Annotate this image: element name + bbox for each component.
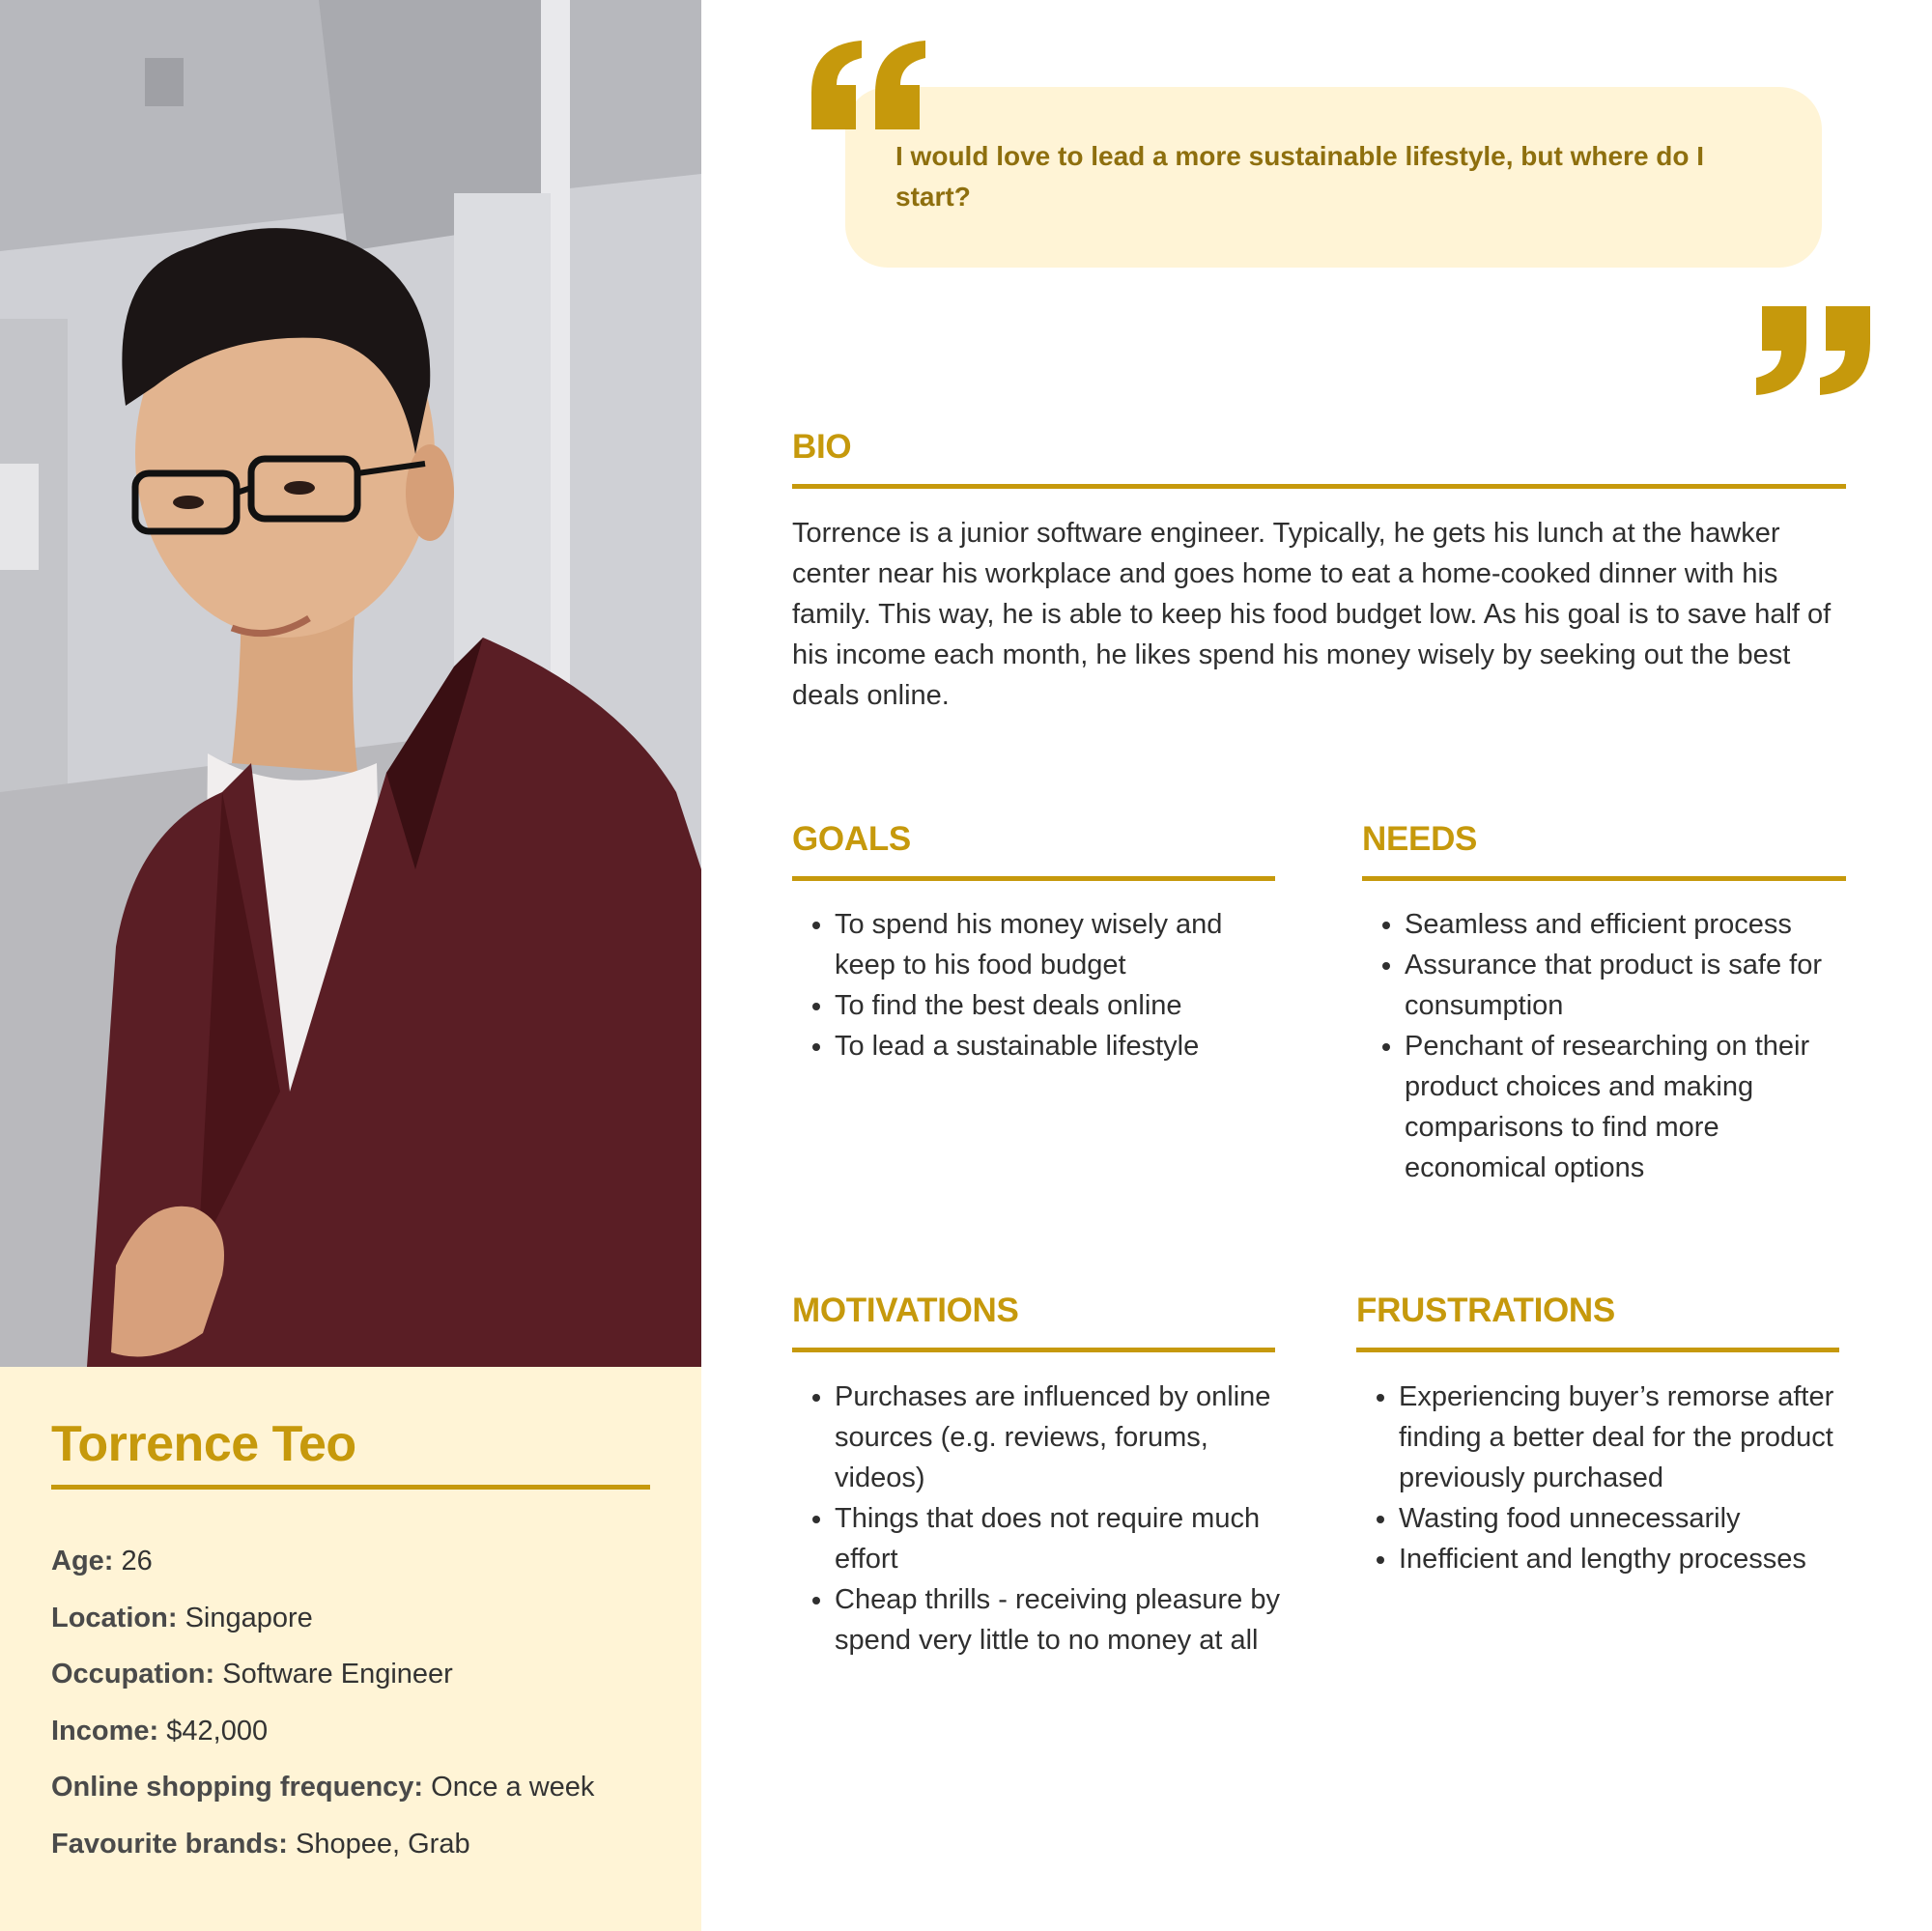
frustrations-divider (1356, 1348, 1839, 1352)
motivations-heading: MOTIVATIONS (792, 1292, 1019, 1329)
fact-occupation (51, 1655, 594, 1712)
fact-location (51, 1599, 594, 1656)
bio-text: Torrence is a junior software engineer. Typically, he gets his lunch at the hawker center near his workplace and goes home to eat a home-cooked dinner with his family. This way, he is able to keep his food budget low. As his goal is to save half of his income each month, he likes spend his money wisely by seeking out the best deals online. (792, 518, 1832, 711)
motivations-divider (792, 1348, 1275, 1352)
list-item: • To find the best deals online (835, 985, 1289, 1026)
goals-list (792, 904, 1289, 1066)
goals-heading: GOALS (792, 820, 911, 858)
fact-label: Favourite brands: (51, 1828, 288, 1860)
fact-label: Online shopping frequency: (51, 1772, 424, 1803)
list-item: • Purchases are influenced by online sources (e.g. reviews, forums, videos) (835, 1377, 1289, 1498)
needs-list (1362, 904, 1863, 1188)
portrait-illustration (0, 0, 701, 1367)
list-item: • Cheap thrills - receiving pleasure by spend very little to no money at all (835, 1579, 1289, 1661)
list-item: • Seamless and efficient process (1405, 904, 1863, 945)
persona-facts (51, 1542, 594, 1882)
motivations-list (792, 1377, 1289, 1661)
fact-value: 26 (121, 1546, 153, 1576)
needs-divider (1362, 876, 1846, 881)
persona-name: Torrence Teo (51, 1416, 356, 1472)
list-item: • Experiencing buyer’s remorse after finding a better deal for the product previously purchased (1399, 1377, 1862, 1498)
fact-value: Software Engineer (222, 1659, 453, 1690)
fact-label: Income: (51, 1715, 159, 1746)
fact-age (51, 1542, 594, 1599)
fact-income (51, 1712, 594, 1769)
goals-divider (792, 876, 1275, 881)
list-item: • Wasting food unnecessarily (1399, 1498, 1862, 1539)
persona-panel (0, 0, 701, 1931)
list-item: • To lead a sustainable lifestyle (835, 1026, 1289, 1066)
fact-value: $42,000 (166, 1715, 269, 1746)
list-item: • To spend his money wisely and keep to his food budget (835, 904, 1289, 985)
needs-heading: NEEDS (1362, 820, 1478, 858)
list-item: • Things that does not require much effort (835, 1498, 1289, 1579)
fact-label: Occupation: (51, 1659, 215, 1690)
frustrations-heading: FRUSTRATIONS (1356, 1292, 1615, 1329)
list-item: • Assurance that product is safe for consumption (1405, 945, 1863, 1026)
persona-quote: I would love to lead a more sustainable lifestyle, but where do I start? (895, 141, 1705, 212)
fact-shopping-frequency (51, 1768, 594, 1825)
bio-divider (792, 484, 1846, 489)
list-item: • Penchant of researching on their product choices and making comparisons to find more economical options (1405, 1026, 1863, 1188)
persona-photo (0, 0, 701, 1367)
open-quote-icon (808, 39, 928, 131)
close-quote-icon (1753, 304, 1874, 397)
frustrations-list (1356, 1377, 1862, 1579)
fact-value: Shopee, Grab (296, 1828, 470, 1860)
fact-label: Location: (51, 1602, 178, 1633)
list-item: • Inefficient and lengthy processes (1399, 1539, 1862, 1579)
fact-label: Age: (51, 1546, 114, 1576)
bio-heading: BIO (792, 428, 852, 466)
fact-value: Singapore (185, 1602, 313, 1633)
fact-value: Once a week (431, 1772, 595, 1803)
fact-favourite-brands (51, 1825, 594, 1882)
name-divider (51, 1485, 650, 1490)
